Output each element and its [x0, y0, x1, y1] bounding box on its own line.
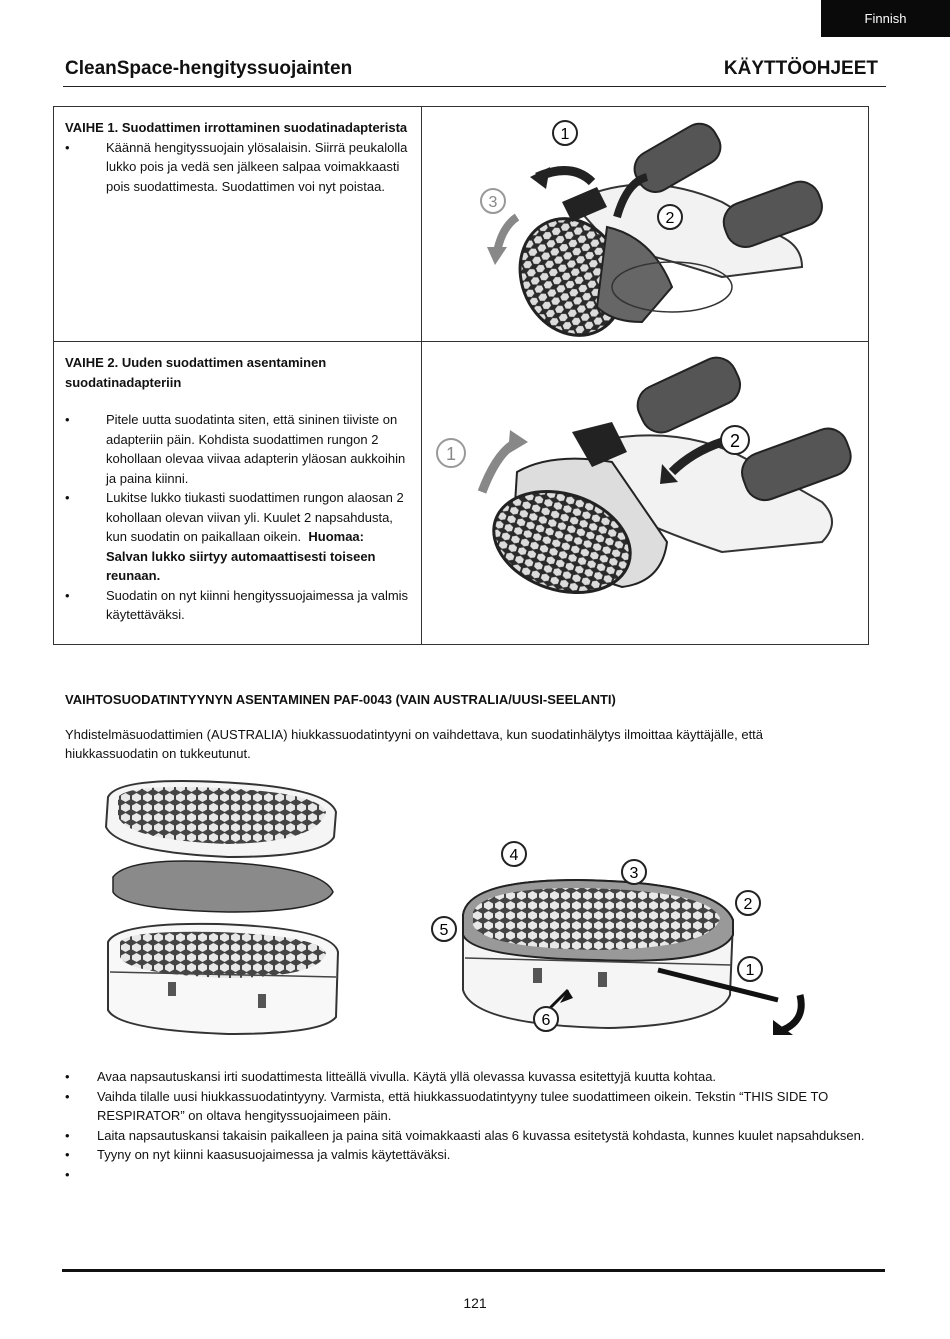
callout-3 — [481, 189, 505, 213]
svg-text:6: 6 — [541, 1012, 551, 1029]
filter-body — [108, 924, 338, 1034]
list-item: • Käännä hengityssuojain ylösalaisin. Siirrä peukalolla lukko pois ja vedä sen jälkeen salpaa voimakkaasti pois suodattimesta. Suodattimen voi nyt poistaa. — [65, 138, 409, 197]
manual-title: CleanSpace-hengityssuojainten — [65, 58, 353, 79]
list-item: • Pitele uutta suodatinta siten, että sininen tiiviste on adapteriin päin. Kohdista suodattimen rungon 2 kohollaan olevaa viivaa adapterin yläosan aukkoihin ja paina kiinni. — [65, 410, 409, 488]
list-item: • Lukitse lukko tiukasti suodattimen rungon alaosan 2 kohollaan olevan viivan yli. Kuulet 2 napsahdusta, kun suodatin on paikallaan oikein. Huomaa: Salvan lukko siirtyy automaattisesti toiseen reunaan. — [65, 488, 409, 586]
filter-pad — [113, 861, 333, 912]
callout-6 — [534, 1007, 558, 1031]
callout-1 — [738, 957, 762, 981]
step2-illustration — [422, 342, 868, 643]
svg-text:1: 1 — [560, 126, 570, 143]
list-item: • Tyyny on nyt kiinni kaasusuojaimessa ja valmis käytettäväksi. — [65, 1145, 865, 1165]
callout-2 — [721, 426, 749, 454]
svg-text:2: 2 — [729, 431, 741, 451]
step2-list — [65, 410, 409, 625]
list-item: • Avaa napsautuskansi irti suodattimesta litteällä vivulla. Käytä yllä olevassa kuvassa esitettyjä kuutta kohtaa. — [65, 1067, 865, 1087]
callout-5 — [432, 917, 456, 941]
svg-text:4: 4 — [509, 847, 519, 864]
svg-text:3: 3 — [488, 194, 498, 211]
step1-title: VAIHE 1. Suodattimen irrottaminen suodatinadapterista — [65, 120, 408, 135]
svg-text:1: 1 — [745, 962, 755, 979]
exploded-filter-illustration — [98, 772, 346, 1037]
step1-illustration — [422, 107, 868, 340]
step1-text — [54, 107, 421, 196]
callout-1 — [437, 439, 465, 467]
page-number: 121 — [463, 1295, 487, 1311]
svg-text:2: 2 — [665, 210, 675, 227]
step2-text — [54, 342, 421, 625]
callout-3 — [622, 860, 646, 884]
svg-text:3: 3 — [629, 865, 639, 882]
list-item: • Suodatin on nyt kiinni hengityssuojaimessa ja valmis käytettäväksi. — [65, 586, 409, 625]
pad-replacement-steps — [65, 1067, 865, 1184]
step1-list — [65, 138, 409, 197]
callout-1 — [553, 121, 577, 145]
note-bold: Huomaa: Salvan lukko siirtyy automaattisesti toiseen reunaan. — [106, 529, 376, 583]
language-tab: Finnish — [821, 0, 950, 37]
svg-text:2: 2 — [743, 896, 753, 913]
list-item: • Vaihda tilalle uusi hiukkassuodatintyyny. Varmista, että hiukkassuodatintyyny tulee suodattimeen oikein. Tekstin “THIS SIDE TO RESPIRATOR” on oltava hengityssuojaimeen päin. — [65, 1087, 865, 1126]
callout-4 — [502, 842, 526, 866]
svg-text:1: 1 — [445, 444, 457, 464]
callout-2 — [736, 891, 760, 915]
list-item-empty — [65, 1165, 865, 1185]
callout-2 — [658, 205, 682, 229]
steps-table — [53, 106, 869, 645]
section-intro: Yhdistelmäsuodattimien (AUSTRALIA) hiukkassuodatintyyni on vaihdettava, kun suodatinhälytys ilmoittaa käyttäjälle, että hiukkassuodatin on tukkeutunut. — [65, 727, 764, 761]
svg-text:5: 5 — [439, 922, 449, 939]
filter-cover — [106, 781, 336, 857]
list-item: • Laita napsautuskansi takaisin paikalleen ja paina sitä voimakkaasti alas 6 kuvassa esitetystä kohdasta, kunnes kuulet napsahduksen. — [65, 1126, 865, 1146]
section-heading: VAIHTOSUODATINTYYNYN ASENTAMINEN PAF-0043 (VAIN AUSTRALIA/UUSI-SEELANTI) — [65, 692, 616, 707]
page-header — [63, 58, 886, 87]
footer-rule — [62, 1269, 885, 1272]
step2-title: VAIHE 2. Uuden suodattimen asentaminen suodatinadapteriin — [65, 355, 327, 390]
section-title: KÄYTTÖOHJEET — [723, 58, 878, 79]
assembled-filter-illustration — [428, 840, 808, 1035]
